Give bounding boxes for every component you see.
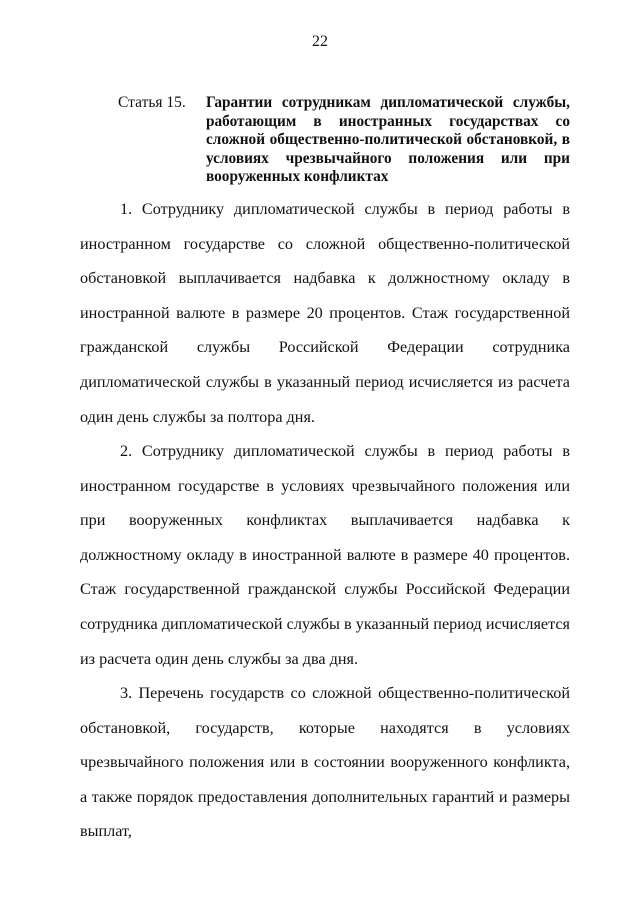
article-title: Гарантии сотрудникам дипломатической службы, работающим в иностранных государствах со сложной общественно-политической обстановкой, в условиях чрезвычайного положения или при вооруженных конфликтах [206,94,570,185]
paragraph-3: 3. Перечень государств со сложной общественно-политической обстановкой, государств, которые находятся в условиях чрезвычайного положения или в состоянии вооруженного конфликта, а также порядок предоставления дополнительных гарантий и размеры выплат, [80,684,570,841]
paragraph-1: 1. Сотруднику дипломатической службы в период работы в иностранном государстве со сложной общественно-политической обстановкой выплачивается надбавка к должностному окладу в иностранной валюте в размере 20 процентов. Стаж государственной гражданской службы Российской Федерации сотрудника дипломатической службы в указанный период исчисляется из расчета один день службы за полтора дня. [80,200,570,426]
article-label: Статья 15. [118,94,186,111]
paragraph-2: 2. Сотруднику дипломатической службы в период работы в иностранном государстве в условиях чрезвычайного положения или при вооруженных конфликтах выплачивается надбавка к должностному окладу в иностранной валюте в размере 40 процентов. Стаж государственной гражданской службы Российской Федерации сотрудника дипломатической службы в указанный период исчисляется из расчета один день службы за два дня. [80,442,570,668]
page-number: 22 [312,33,328,50]
